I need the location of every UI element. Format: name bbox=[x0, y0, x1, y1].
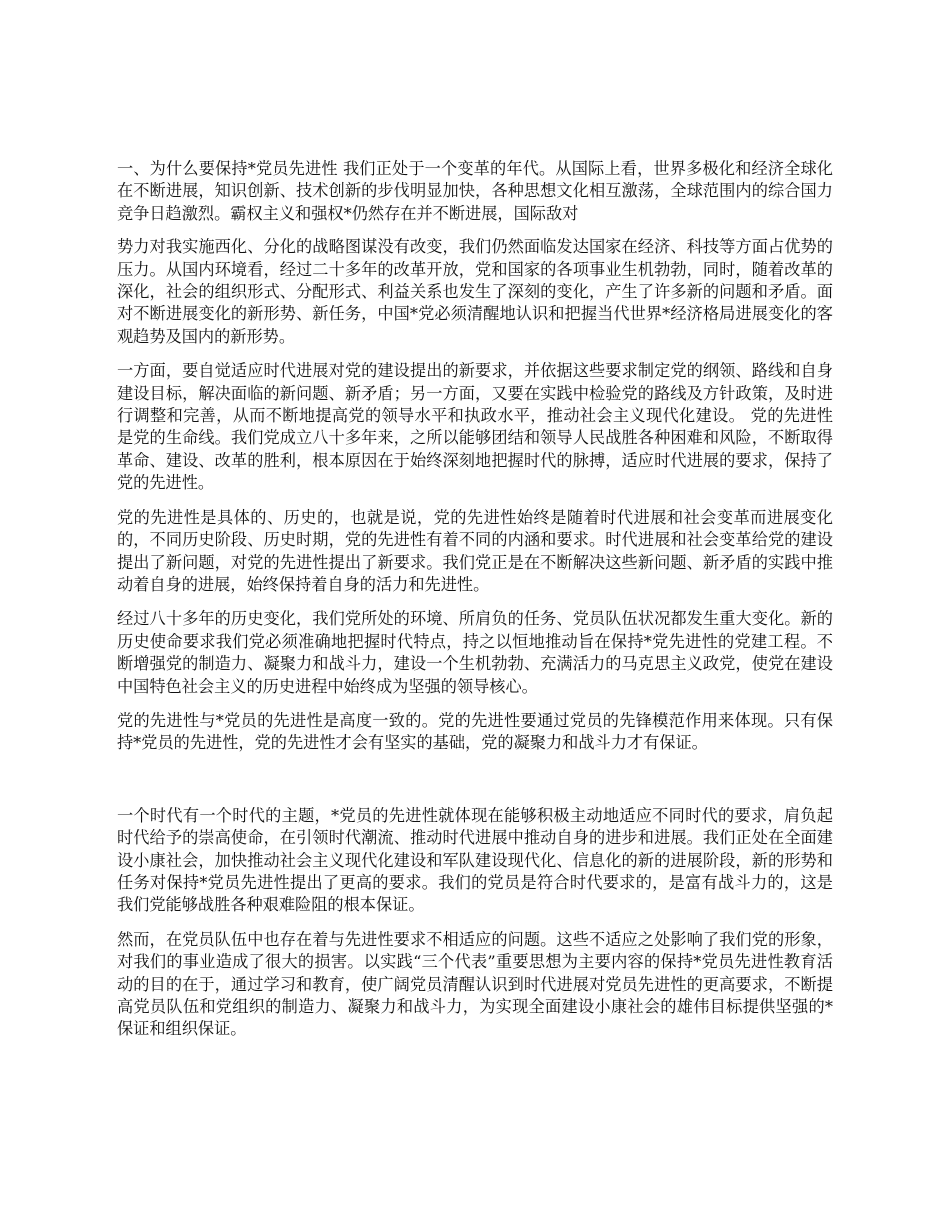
paragraph-1: 一、为什么要保持*党员先进性 我们正处于一个变革的年代。从国际上看，世界多极化和经济全球化在不断进展，知识创新、技术创新的步伐明显加快，各种思想文化相互激荡，全球范围内的综合国力竞争日趋激烈。霸权主义和强权*仍然存在并不断进展，国际敌对 bbox=[117, 159, 833, 223]
paragraph-5: 经过八十多年的历史变化，我们党所处的环境、所肩负的任务、党员队伍状况都发生重大变化。新的历史使命要求我们党必须准确地把握时代特点，持之以恒地推动旨在保持*党先进性的党建工程。不断增强党的制造力、凝聚力和战斗力，建设一个生机勃勃、充满活力的马克思主义政党，使党在建设中国特色社会主义的历史进程中始终成为坚强的领导核心。 bbox=[117, 609, 833, 696]
paragraph-3: 一方面，要自觉适应时代进展对党的建设提出的新要求，并依据这些要求制定党的纲领、路线和自身建设目标，解决面临的新问题、新矛盾；另一方面，又要在实践中检验党的路线及方针政策，及时进行调整和完善，从而不断地提高党的领导水平和执政水平，推动社会主义现代化建设。 党的先进性是党的生命线。我们党成立八十多年来，之所以能够团结和领导人民战胜各种困难和风险，不断取得革命、建设、改革的胜利，根本原因在于始终深刻地把握时代的脉搏，适应时代进展的要求，保持了党的先进性。 bbox=[117, 361, 833, 493]
document-body bbox=[117, 158, 833, 1053]
paragraph-8: 然而，在党员队伍中也存在着与先进性要求不相适应的问题。这些不适应之处影响了我们党的形象，对我们的事业造成了很大的损害。以实践“三个代表”重要思想为主要内容的保持*党员先进性教育活动的目的在于，通过学习和教育，使广阔党员清醒认识到时代进展对党员先进性的更高要求，不断提高党员队伍和党组织的制造力、凝聚力和战斗力，为实现全面建设小康社会的雄伟目标提供坚强的*保证和组织保证。 bbox=[117, 929, 833, 1039]
paragraph-2: 势力对我实施西化、分化的战略图谋没有改变，我们仍然面临发达国家在经济、科技等方面占优势的压力。从国内环境看，经过二十多年的改革开放，党和国家的各项事业生机勃勃，同时，随着改革的深化，社会的组织形式、分配形式、利益关系也发生了深刻的变化，产生了许多新的问题和矛盾。面对不断进展变化的新形势、新任务，中国*党必须清醒地认识和把握当代世界*经济格局进展变化的客观趋势及国内的新形势。 bbox=[117, 237, 833, 346]
paragraph-6: 党的先进性与*党员的先进性是高度一致的。党的先进性要通过党员的先锋模范作用来体现。只有保持*党员的先进性，党的先进性才会有坚实的基础，党的凝聚力和战斗力才有保证。 bbox=[117, 710, 833, 753]
paragraph-4: 党的先进性是具体的、历史的，也就是说，党的先进性始终是随着时代进展和社会变革而进展变化的，不同历史阶段、历史时期，党的先进性有着不同的内涵和要求。时代进展和社会变革给党的建设提出了新问题，对党的先进性提出了新要求。我们党正是在不断解决这些新问题、新矛盾的实践中推动着自身的进展，始终保持着自身的活力和先进性。 bbox=[117, 507, 833, 594]
paragraph-7: 一个时代有一个时代的主题，*党员的先进性就体现在能够积极主动地适应不同时代的要求，肩负起时代给予的崇高使命，在引领时代潮流、推动时代进展中推动自身的进步和进展。我们正处在全面建设小康社会，加快推动社会主义现代化建设和军队建设现代化、信息化的新的进展阶段，新的形势和任务对保持*党员先进性提出了更高的要求。我们的党员是符合时代要求的，是富有战斗力的，这是我们党能够战胜各种艰难险阻的根本保证。 bbox=[117, 805, 833, 915]
